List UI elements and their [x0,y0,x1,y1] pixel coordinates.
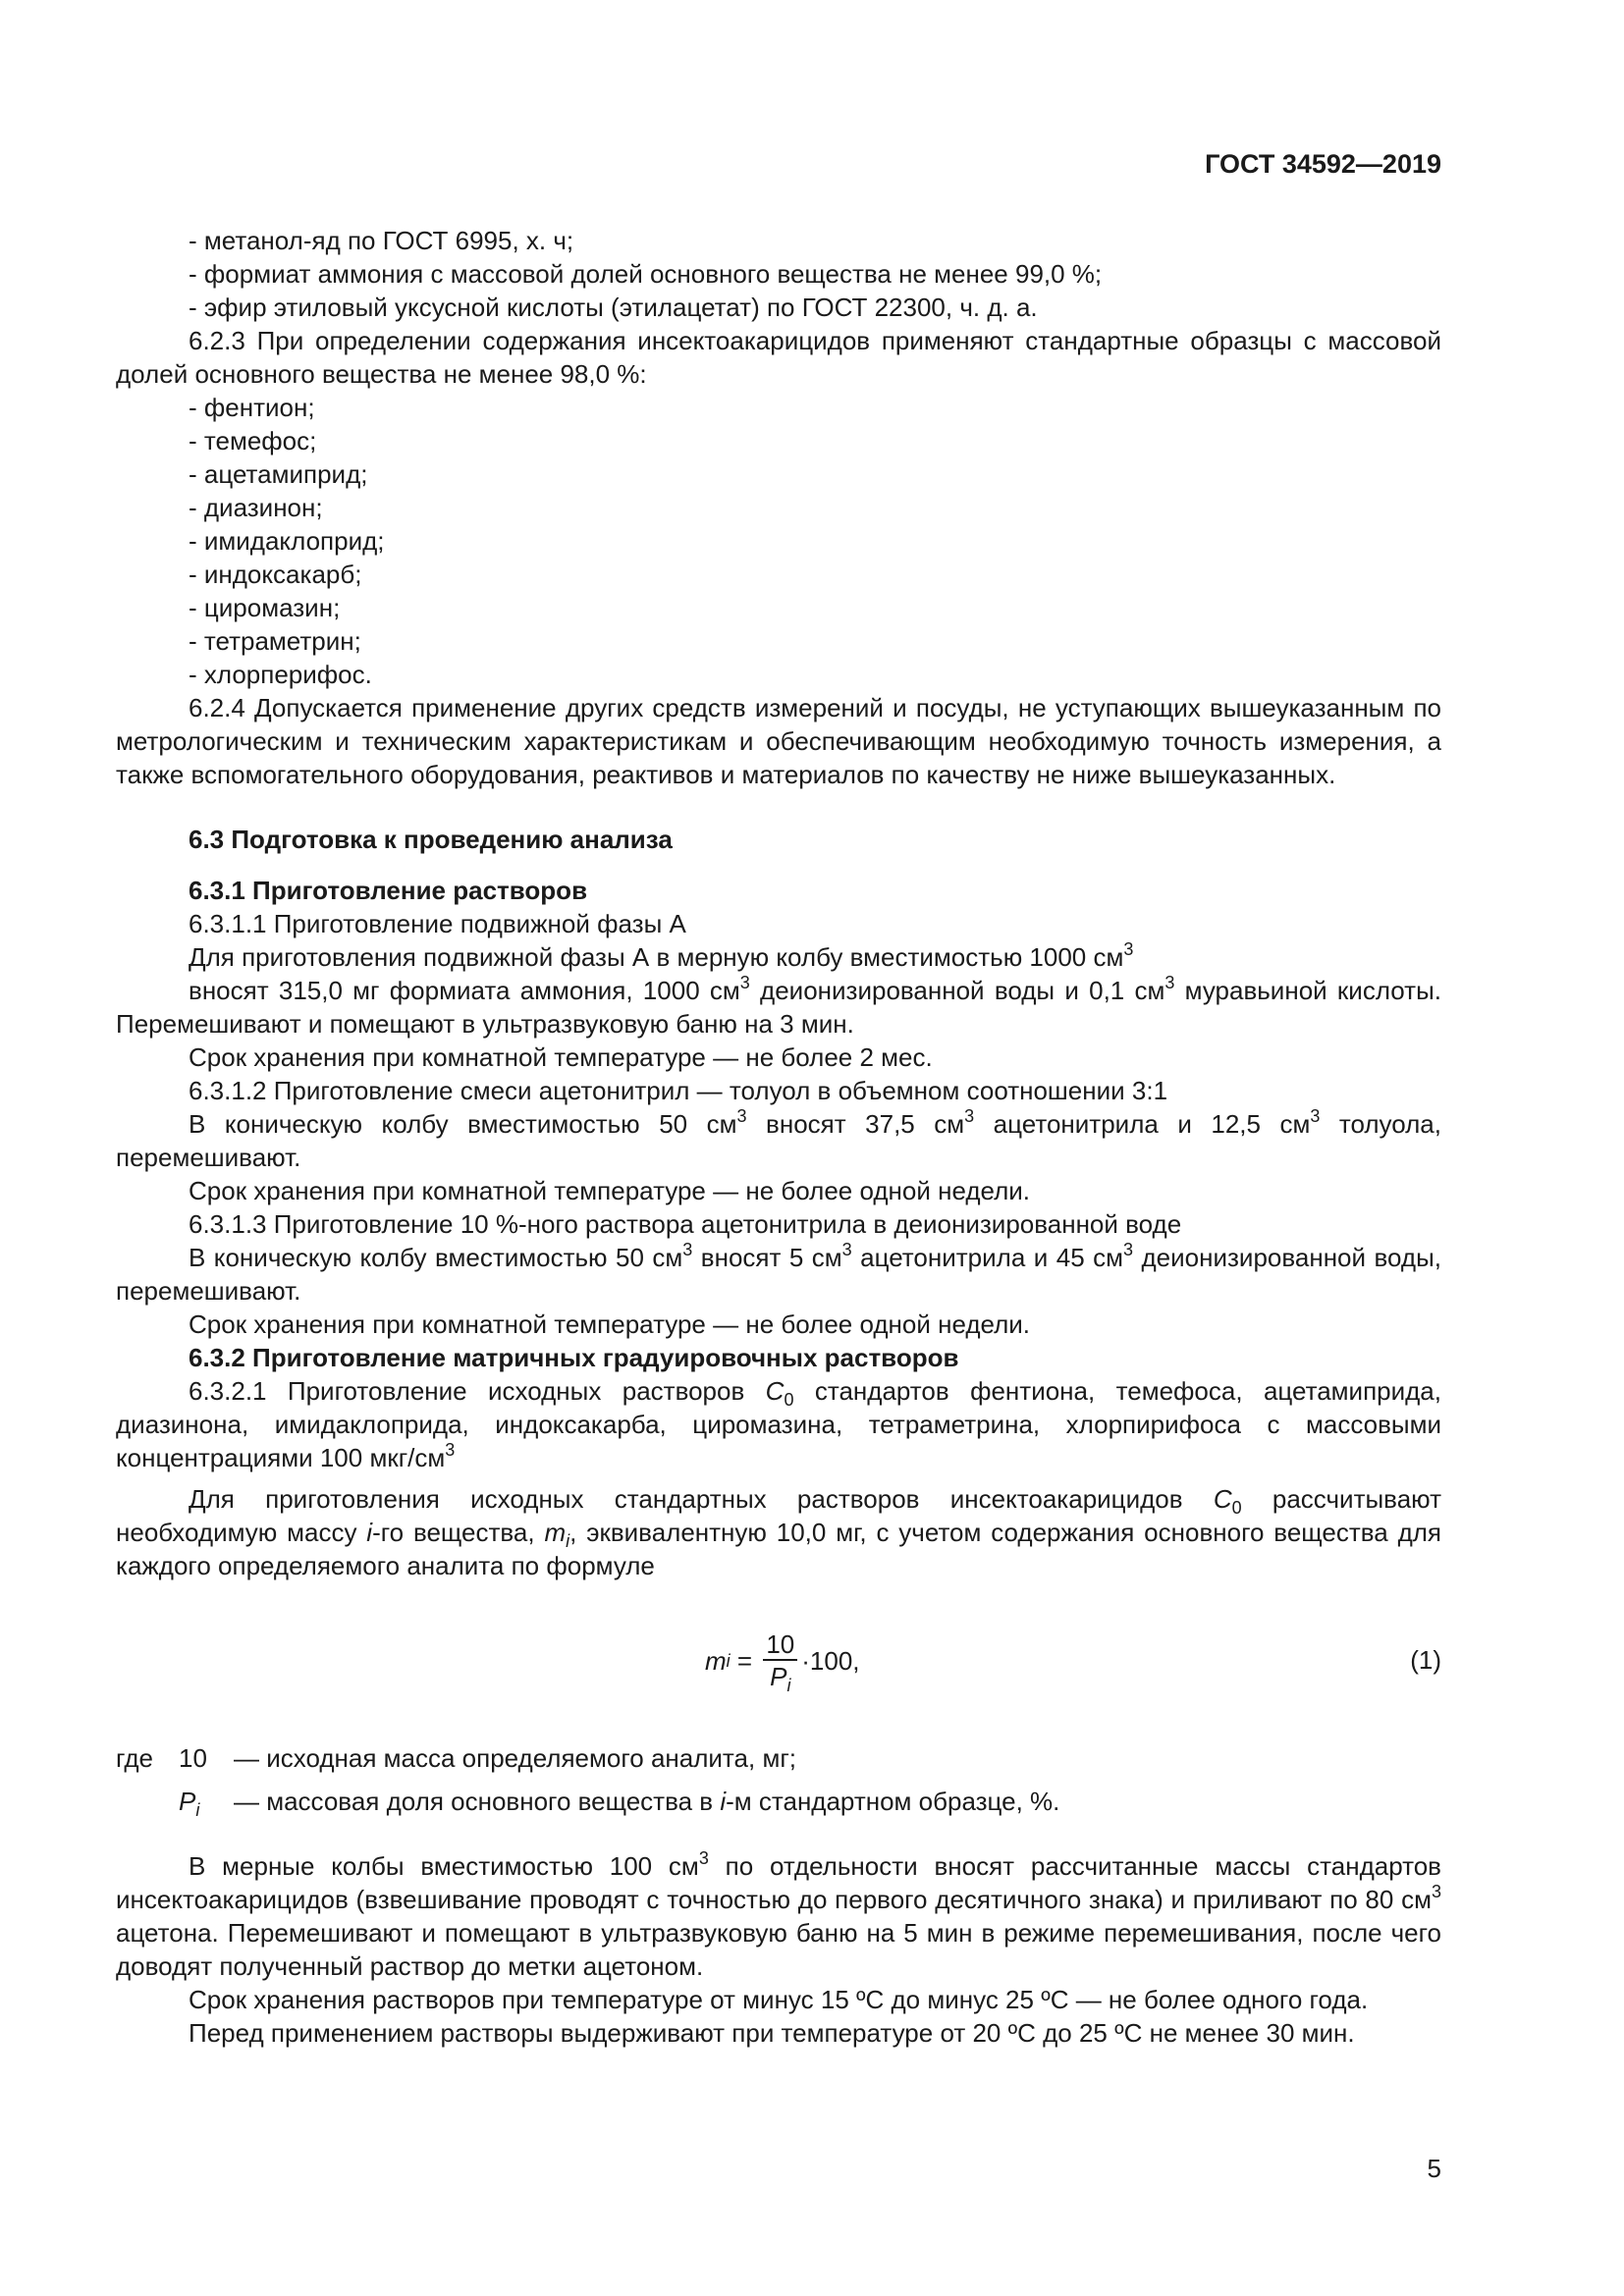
list-item: - циромазин; [189,593,341,622]
paragraph-6-2-3: 6.2.3 При определении содержания инсектоакарицидов применяют стандартные образцы с массовой долей основного вещества не менее 98,0 %: [116,326,1441,389]
list-item: - темефос; [189,426,317,455]
list-item: - фентион; [189,393,315,422]
list-item: - эфир этиловый уксусной кислоты (этилацетат) по ГОСТ 22300, ч. д. а. [189,293,1038,322]
storage-note: Срок хранения при комнатной температуре — не более 2 мес. [189,1042,933,1072]
storage-note: Срок хранения при комнатной температуре — не более одной недели. [189,1176,1031,1205]
paragraph-6-2-4: 6.2.4 Допускается применение других средств измерений и посуды, не уступающих вышеуказанным по метрологическим и техническим характеристикам и обеспечивающим необходимую точность измерения, а также вспомогательного оборудования, реактивов и материалов по качеству не ниже вышеуказанных. [116,693,1441,789]
subsection-6-3-1-3: 6.3.1.3 Приготовление 10 %-ного раствора ацетонитрила в деионизированной воде [189,1209,1182,1239]
legend-row: $P_i$ — массовая доля основного вещества в i-м стандартном образце, %. [179,1787,1060,1820]
list-item: - ацетамиприд; [189,459,368,489]
list-item: - хлорперифос. [189,660,372,689]
formula-1 [116,1614,1441,1722]
formula-expression: m i = $\frac{10}{P_i}$ ·100, [705,1629,860,1695]
subsection-6-3-1-1: 6.3.1.1 Приготовление подвижной фазы А [189,909,686,938]
list-item: - тетраметрин; [189,626,361,656]
paragraph-6-3-1-1-b: вносят 315,0 мг формиата аммония, 1000 $см^3$ деионизированной воды и 0,1 $см^3$ муравьиной кислоты. Перемешивают и помещают в ультразвуковую баню на 3 мин. [116,973,1441,1039]
list-item: - формиат аммония с массовой долей основного вещества не менее 99,0 %; [189,259,1103,289]
fraction: $\frac{10}{P_i}$ [763,1629,797,1692]
paragraph-6-3-1-2: В коническую колбу вместимостью 50 $см^3$ вносят 37,5 $см^3$ ацетонитрила и 12,5 $см^3$ толуола, перемешивают. [116,1106,1441,1172]
list-item: - диазинон; [189,493,323,522]
usage-note: Перед применением растворы выдерживают при температуре от 20 ºС до 25 ºС не менее 30 мин. [189,2018,1355,2048]
paragraph-mass-calculation: Для приготовления исходных стандартных растворов инсектоакарицидов $C_0$ рассчитывают необходимую массу i-го вещества, $m_i$, эквивалентную 10,0 мг, с учетом содержания основного вещества для каждого определяемого аналита по формуле [116,1484,1441,1580]
formula-legend [116,1741,1441,1818]
page-number: 5 [1427,2154,1441,2183]
section-heading-6-3-2: 6.3.2 Приготовление матричных градуировочных растворов [189,1343,959,1372]
document-header: ГОСТ 34592—2019 [1205,149,1441,179]
paragraph-6-3-1-1-a: Для приготовления подвижной фазы А в мерную колбу вместимостью 1000 $см^3$ [189,939,1134,972]
formula-number: (1) [1410,1645,1441,1675]
storage-note: Срок хранения при комнатной температуре — не более одной недели. [189,1309,1031,1339]
page-body [116,224,1441,2050]
list-item: - метанол-яд по ГОСТ 6995, х. ч; [189,226,574,255]
section-heading-6-3-1: 6.3.1 Приготовление растворов [189,876,588,905]
legend-row: где 10 — исходная масса определяемого аналита, мг; [116,1743,797,1773]
subsection-6-3-1-2: 6.3.1.2 Приготовление смеси ацетонитрил — толуол в объемном соотношении 3:1 [189,1076,1168,1105]
paragraph-6-3-2-1: 6.3.2.1 Приготовление исходных растворов $C_0$ стандартов фентиона, темефоса, ацетамиприда, диазинона, имидаклоприда, индоксакарба, циромазина, тетраметрина, хлорпирифоса с массовыми концентрациями 100 мкг/$см^3$ [116,1376,1441,1472]
list-item: - имидаклоприд; [189,526,385,556]
paragraph-6-3-1-3: В коническую колбу вместимостью 50 $см^3$ вносят 5 $см^3$ ацетонитрила и 45 $см^3$ деионизированной воды, перемешивают. [116,1240,1441,1306]
paragraph-final: В мерные колбы вместимостью 100 $см^3$ по отдельности вносят рассчитанные массы стандартов инсектоакарицидов (взвешивание проводят с точностью до первого десятичного знака) и приливают по 80 $см^3$ ацетона. Перемешивают и помещают в ультразвуковую баню на 5 мин в режиме перемешивания, после чего доводят полученный раствор до метки ацетоном. [116,1848,1441,1981]
section-heading-6-3: 6.3 Подготовка к проведению анализа [189,825,673,854]
storage-note: Срок хранения растворов при температуре от минус 15 ºС до минус 25 ºС — не более одного года. [189,1985,1369,2014]
list-item: - индоксакарб; [189,560,362,589]
